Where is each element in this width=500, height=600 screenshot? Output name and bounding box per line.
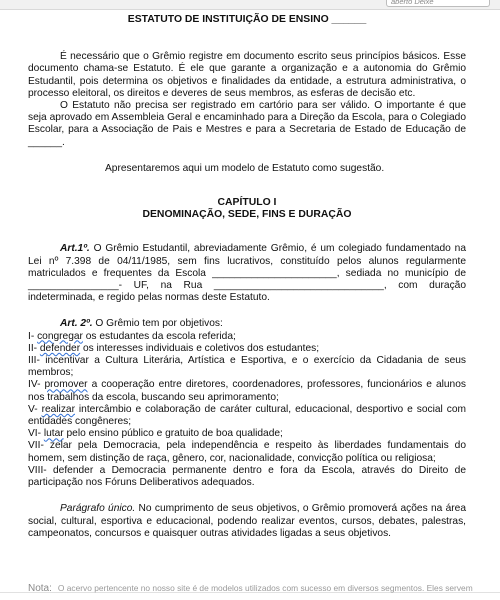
article-1-label: Art.1º. xyxy=(60,243,90,255)
objective-item xyxy=(28,343,466,355)
objective-item xyxy=(28,428,466,440)
toolbar-tab[interactable]: aberto Deixe xyxy=(386,0,490,7)
footer-note-text: O acervo pertencente no nosso site é de modelos utilizados com sucesso em diversos segmentos. Eles servem xyxy=(57,583,473,593)
objective-verb: congregar xyxy=(37,330,83,342)
objective-prefix: VIII- xyxy=(28,464,54,476)
objective-verb: defender xyxy=(39,342,81,354)
objective-prefix: VI- xyxy=(28,428,44,440)
objective-prefix: V- xyxy=(28,403,42,415)
objective-text: zelar pela Democracia, pela independência e respeito às liberdades fundamentais do homem, sem distinção de raça, gênero, cor, nacionalidade, convicção política ou religiosa; xyxy=(28,440,466,464)
intro-paragraph-2: O Estatuto não precisa ser registrado em cartório para ser válido. O importante é que seja aprovado em Assembleia Geral e encaminhado para a Direção da Escola, para o Colegiado Escolar, para a Associação de Pais e Mestres e para a Secretaria de Estado de Educação de ______. xyxy=(28,100,466,148)
objective-item xyxy=(28,331,466,343)
objectives-list xyxy=(28,331,466,490)
document-title: ESTATUTO DE INSTITUIÇÃO DE ENSINO ______ xyxy=(127,14,367,25)
article-2-label: Art. 2º. xyxy=(60,318,93,330)
paragraph-unico-label: Parágrafo único. xyxy=(60,503,136,515)
intro-paragraph-1: É necessário que o Grêmio registre em documento escrito seus princípios básicos. Esse documento chama-se Estatuto. É ele que garante a organização e a autonomia do Grêmio Estudantil, pois determina os objetivos e finalidades da entidade, a estrutura administrativa, o processo eleitoral, os direitos e deveres de seus membros, as esferas de decisão etc. xyxy=(28,51,466,99)
objective-prefix: III- xyxy=(28,355,46,367)
article-2 xyxy=(28,318,466,330)
objective-prefix: IV- xyxy=(28,379,45,391)
suggestion-line: Apresentaremos aqui um modelo de Estatuto como sugestão. xyxy=(105,162,385,174)
article-2-text: O Grêmio tem por objetivos: xyxy=(92,318,223,330)
objective-item xyxy=(28,379,466,403)
objective-prefix: VII- xyxy=(28,440,50,452)
top-toolbar-strip xyxy=(0,0,500,10)
paragraph-unico-text: No cumprimento de seus objetivos, o Grêmio promoverá ações na área social, cultural, esportiva e educacional, podendo realizar eventos, cursos, debates, palestras, campeonatos, concursos e quaisquer outras atividades ligadas a seus objetivos. xyxy=(28,503,466,539)
objective-text: os estudantes da escola referida; xyxy=(82,330,236,342)
objective-text: intercâmbio e colaboração de caráter cultural, educacional, desportivo e social com entidades congêneres; xyxy=(28,403,466,428)
objective-text: a cooperação entre diretores, coordenadores, professores, funcionários e alunos nos trabalhos da escola, buscando seu aprimoramento; xyxy=(28,379,466,403)
objective-item xyxy=(28,440,466,464)
objective-verb: lutar xyxy=(43,428,64,440)
footer-note-label: Nota: xyxy=(28,583,52,594)
objective-text: incentivar a Cultura Literária, Artística e Esportiva, e o exercício da Cidadania de seus membros; xyxy=(28,355,467,379)
objective-item xyxy=(28,404,466,428)
objective-text: defender a Democracia permanente dentro e fora da Escola, através do Direito de participação nos Fóruns Deliberativos adequados. xyxy=(28,464,466,489)
objective-text: pelo ensino público e gratuito de boa qualidade; xyxy=(63,428,283,440)
chapter-number: CAPÍTULO I xyxy=(217,197,277,209)
objective-text: os interesses individuais e coletivos dos estudantes; xyxy=(80,342,320,354)
objective-prefix: II- xyxy=(28,342,40,354)
objective-prefix: I- xyxy=(28,330,38,342)
paragraph-unico xyxy=(28,503,466,540)
chapter-heading: DENOMINAÇÃO, SEDE, FINS E DURAÇÃO xyxy=(142,209,352,221)
objective-verb: promover xyxy=(44,379,88,391)
objective-verb: realizar xyxy=(41,403,75,415)
document-page xyxy=(28,14,466,540)
objective-item xyxy=(28,465,466,489)
objective-item xyxy=(28,355,466,379)
article-1-text: O Grêmio Estudantil, abreviadamente Grêmio, é um colegiado fundamentado na Lei nº 7.398 de 04/11/1985, sem fins lucrativos, constituído pelos alunos regularmente matriculados e frequentes da Escola ______________________, sediada no município de ________________- UF, na Rua ______________________________, com duração indeterminada, e regido pelas normas deste Estatuto. xyxy=(28,243,466,304)
article-1 xyxy=(28,243,466,304)
footer-note xyxy=(28,583,488,594)
